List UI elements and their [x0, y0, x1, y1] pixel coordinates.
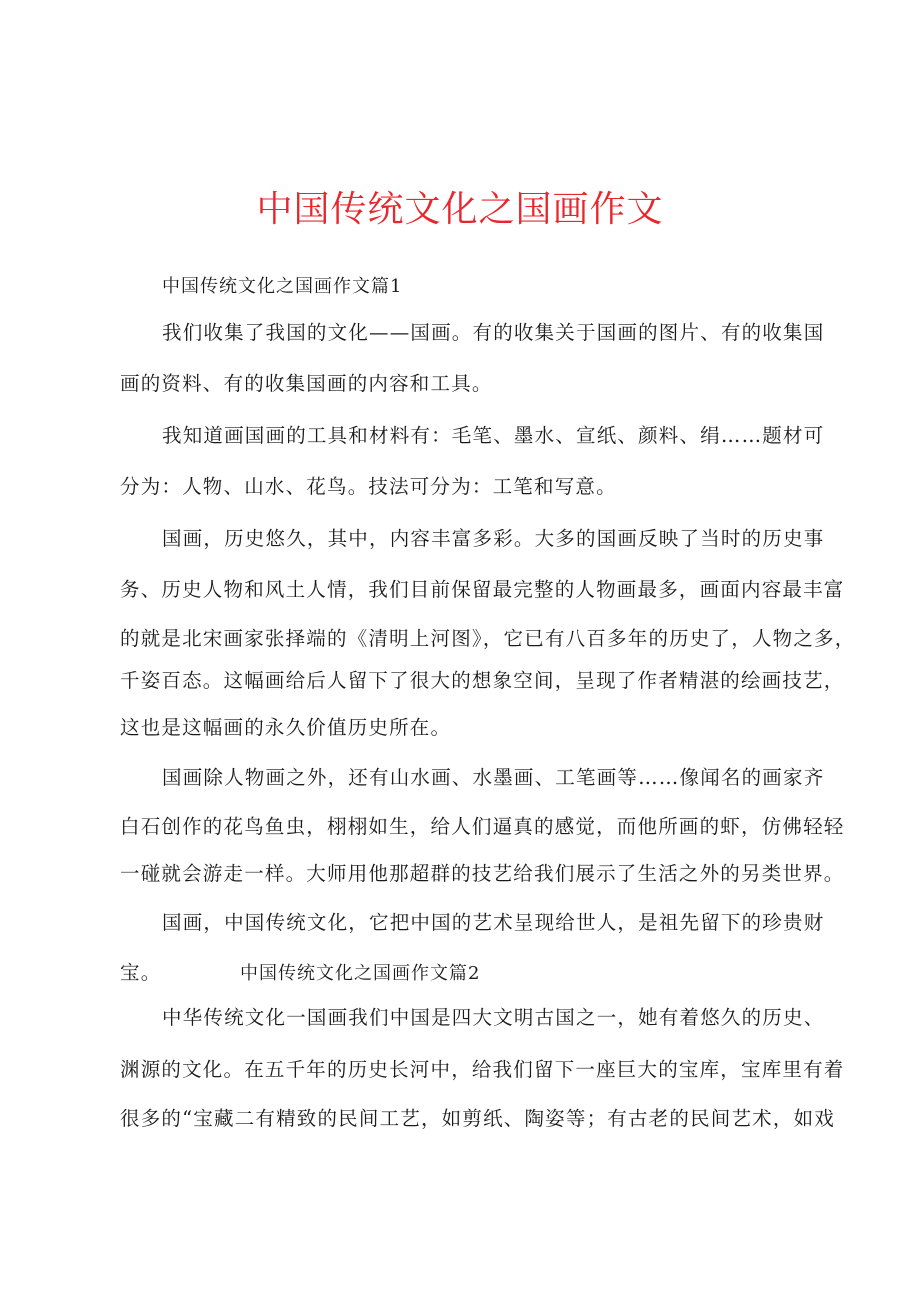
section-heading-1: 中国传统文化之国画作文篇1: [162, 276, 403, 297]
paragraph-line: 国画除人物画之外，还有山水画、水墨画、工笔画等……像闻名的画家齐: [162, 766, 825, 789]
paragraph-line: 很多的“宝藏二有精致的民间工艺，如剪纸、陶姿等；有古老的民间艺术，如戏: [120, 1107, 835, 1130]
paragraph-line: 分为：人物、山水、花鸟。技法可分为：工笔和写意。: [120, 475, 617, 498]
paragraph-line: 我们收集了我国的文化——国画。有的收集关于国画的图片、有的收集国: [162, 321, 825, 344]
paragraph-line: 画的资料、有的收集国画的内容和工具。: [120, 372, 493, 395]
paragraph-line: 务、历史人物和风土人情，我们目前保留最完整的人物画最多，画面内容最丰富: [120, 578, 845, 601]
paragraph-line: 国画，中国传统文化，它把中国的艺术呈现给世人，是祖先留下的珍贵财: [162, 911, 825, 934]
paragraph-line: 的就是北宋画家张择端的《清明上河图》，它已有八百多年的历史了，人物之多，: [120, 627, 856, 650]
paragraph-line: 国画，历史悠久，其中，内容丰富多彩。大多的国画反映了当时的历史事: [162, 527, 825, 550]
document-title: 中国传统文化之国画作文: [256, 189, 664, 230]
paragraph-line: 宝。: [120, 961, 162, 984]
paragraph-line: 白石创作的花鸟鱼虫，栩栩如生，给人们逼真的感觉，而他所画的虾，仿佛轻轻: [120, 815, 845, 838]
paragraph-line: 千姿百态。这幅画给后人留下了很大的想象空间，呈现了作者精湛的绘画技艺，: [120, 669, 845, 692]
paragraph-line: 这也是这幅画的永久价值历史所在。: [120, 716, 452, 739]
paragraph-line: 一碰就会游走一样。大师用他那超群的技艺给我们展示了生活之外的另类世界。: [120, 862, 845, 885]
paragraph-line: 渊源的文化。在五千年的历史长河中，给我们留下一座巨大的宝库，宝库里有着: [120, 1058, 845, 1081]
paragraph-line: 我知道画国画的工具和材料有：毛笔、墨水、宣纸、颜料、绢……题材可: [162, 424, 825, 447]
paragraph-line: 中华传统文化一国画我们中国是四大文明古国之一，她有着悠久的历史、: [162, 1006, 825, 1029]
section-heading-2: 中国传统文化之国画作文篇2: [240, 963, 481, 984]
